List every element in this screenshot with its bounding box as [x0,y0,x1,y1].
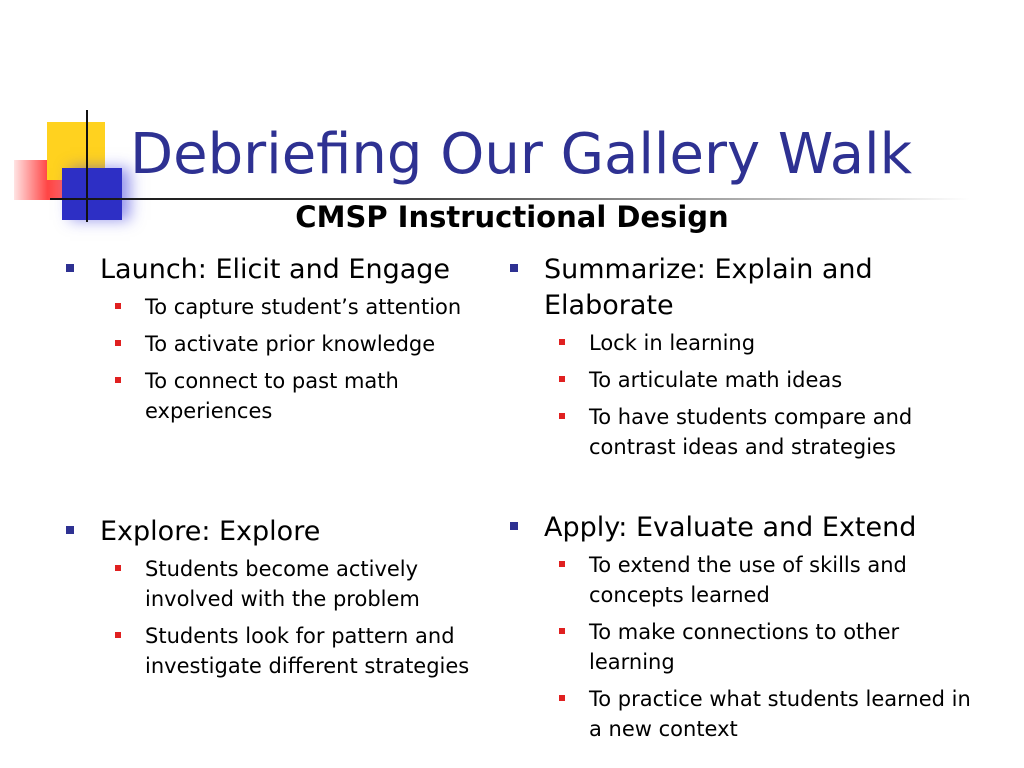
square-bullet-icon [66,526,74,534]
sub-bullet-item [100,292,502,322]
square-bullet-icon [66,264,74,272]
sub-bullet-list [100,554,502,681]
sub-bullet-text: To connect to past math experiences [145,369,399,423]
sub-bullet-item [100,366,502,426]
sub-bullet-item [100,554,502,614]
square-bullet-icon [559,561,565,567]
sub-bullet-item [100,329,502,359]
sub-bullet-item [544,684,986,744]
left-column [62,252,502,688]
bullet-heading: Apply: Evaluate and Extend [544,512,917,543]
list-item-summarize [506,252,986,462]
square-bullet-icon [559,376,565,382]
right-column [506,252,986,751]
sub-bullet-text: To capture student’s attention [145,295,462,319]
list-item-explore [62,514,502,681]
square-bullet-icon [559,695,565,701]
sub-bullet-text: Students become actively involved with the problem [145,557,420,611]
sub-bullet-list [544,550,986,744]
square-bullet-icon [115,340,121,346]
sub-bullet-text: To extend the use of skills and concepts learned [589,553,907,607]
sub-bullet-item [544,550,986,610]
list-item-launch [62,252,502,426]
square-bullet-icon [115,377,121,383]
bullet-heading: Launch: Elicit and Engage [100,254,451,285]
sub-bullet-item [544,365,986,395]
square-bullet-icon [115,565,121,571]
square-bullet-icon [559,628,565,634]
sub-bullet-text: Students look for pattern and investigate different strategies [145,624,470,678]
sub-bullet-item [544,328,986,358]
sub-bullet-text: To make connections to other learning [589,620,900,674]
sub-bullet-text: Lock in learning [589,331,756,355]
sub-bullet-item [544,402,986,462]
sub-bullet-text: To practice what students learned in a new context [589,687,971,741]
sub-bullet-item [544,617,986,677]
square-bullet-icon [115,632,121,638]
sub-bullet-list [544,328,986,462]
sub-bullet-text: To articulate math ideas [589,368,843,392]
sub-bullet-text: To have students compare and contrast ideas and strategies [589,405,913,459]
bullet-heading: Explore: Explore [100,516,321,547]
slide-subtitle: CMSP Instructional Design [295,200,729,234]
bullet-heading: Summarize: Explain and Elaborate [544,254,873,321]
sub-bullet-item [100,621,502,681]
sub-bullet-list [100,292,502,426]
square-bullet-icon [115,303,121,309]
square-bullet-icon [510,522,518,530]
square-bullet-icon [559,413,565,419]
slide-title: Debriefing Our Gallery Walk [130,122,913,187]
square-bullet-icon [510,264,518,272]
list-item-apply [506,510,986,744]
square-bullet-icon [559,339,565,345]
sub-bullet-text: To activate prior knowledge [145,332,436,356]
